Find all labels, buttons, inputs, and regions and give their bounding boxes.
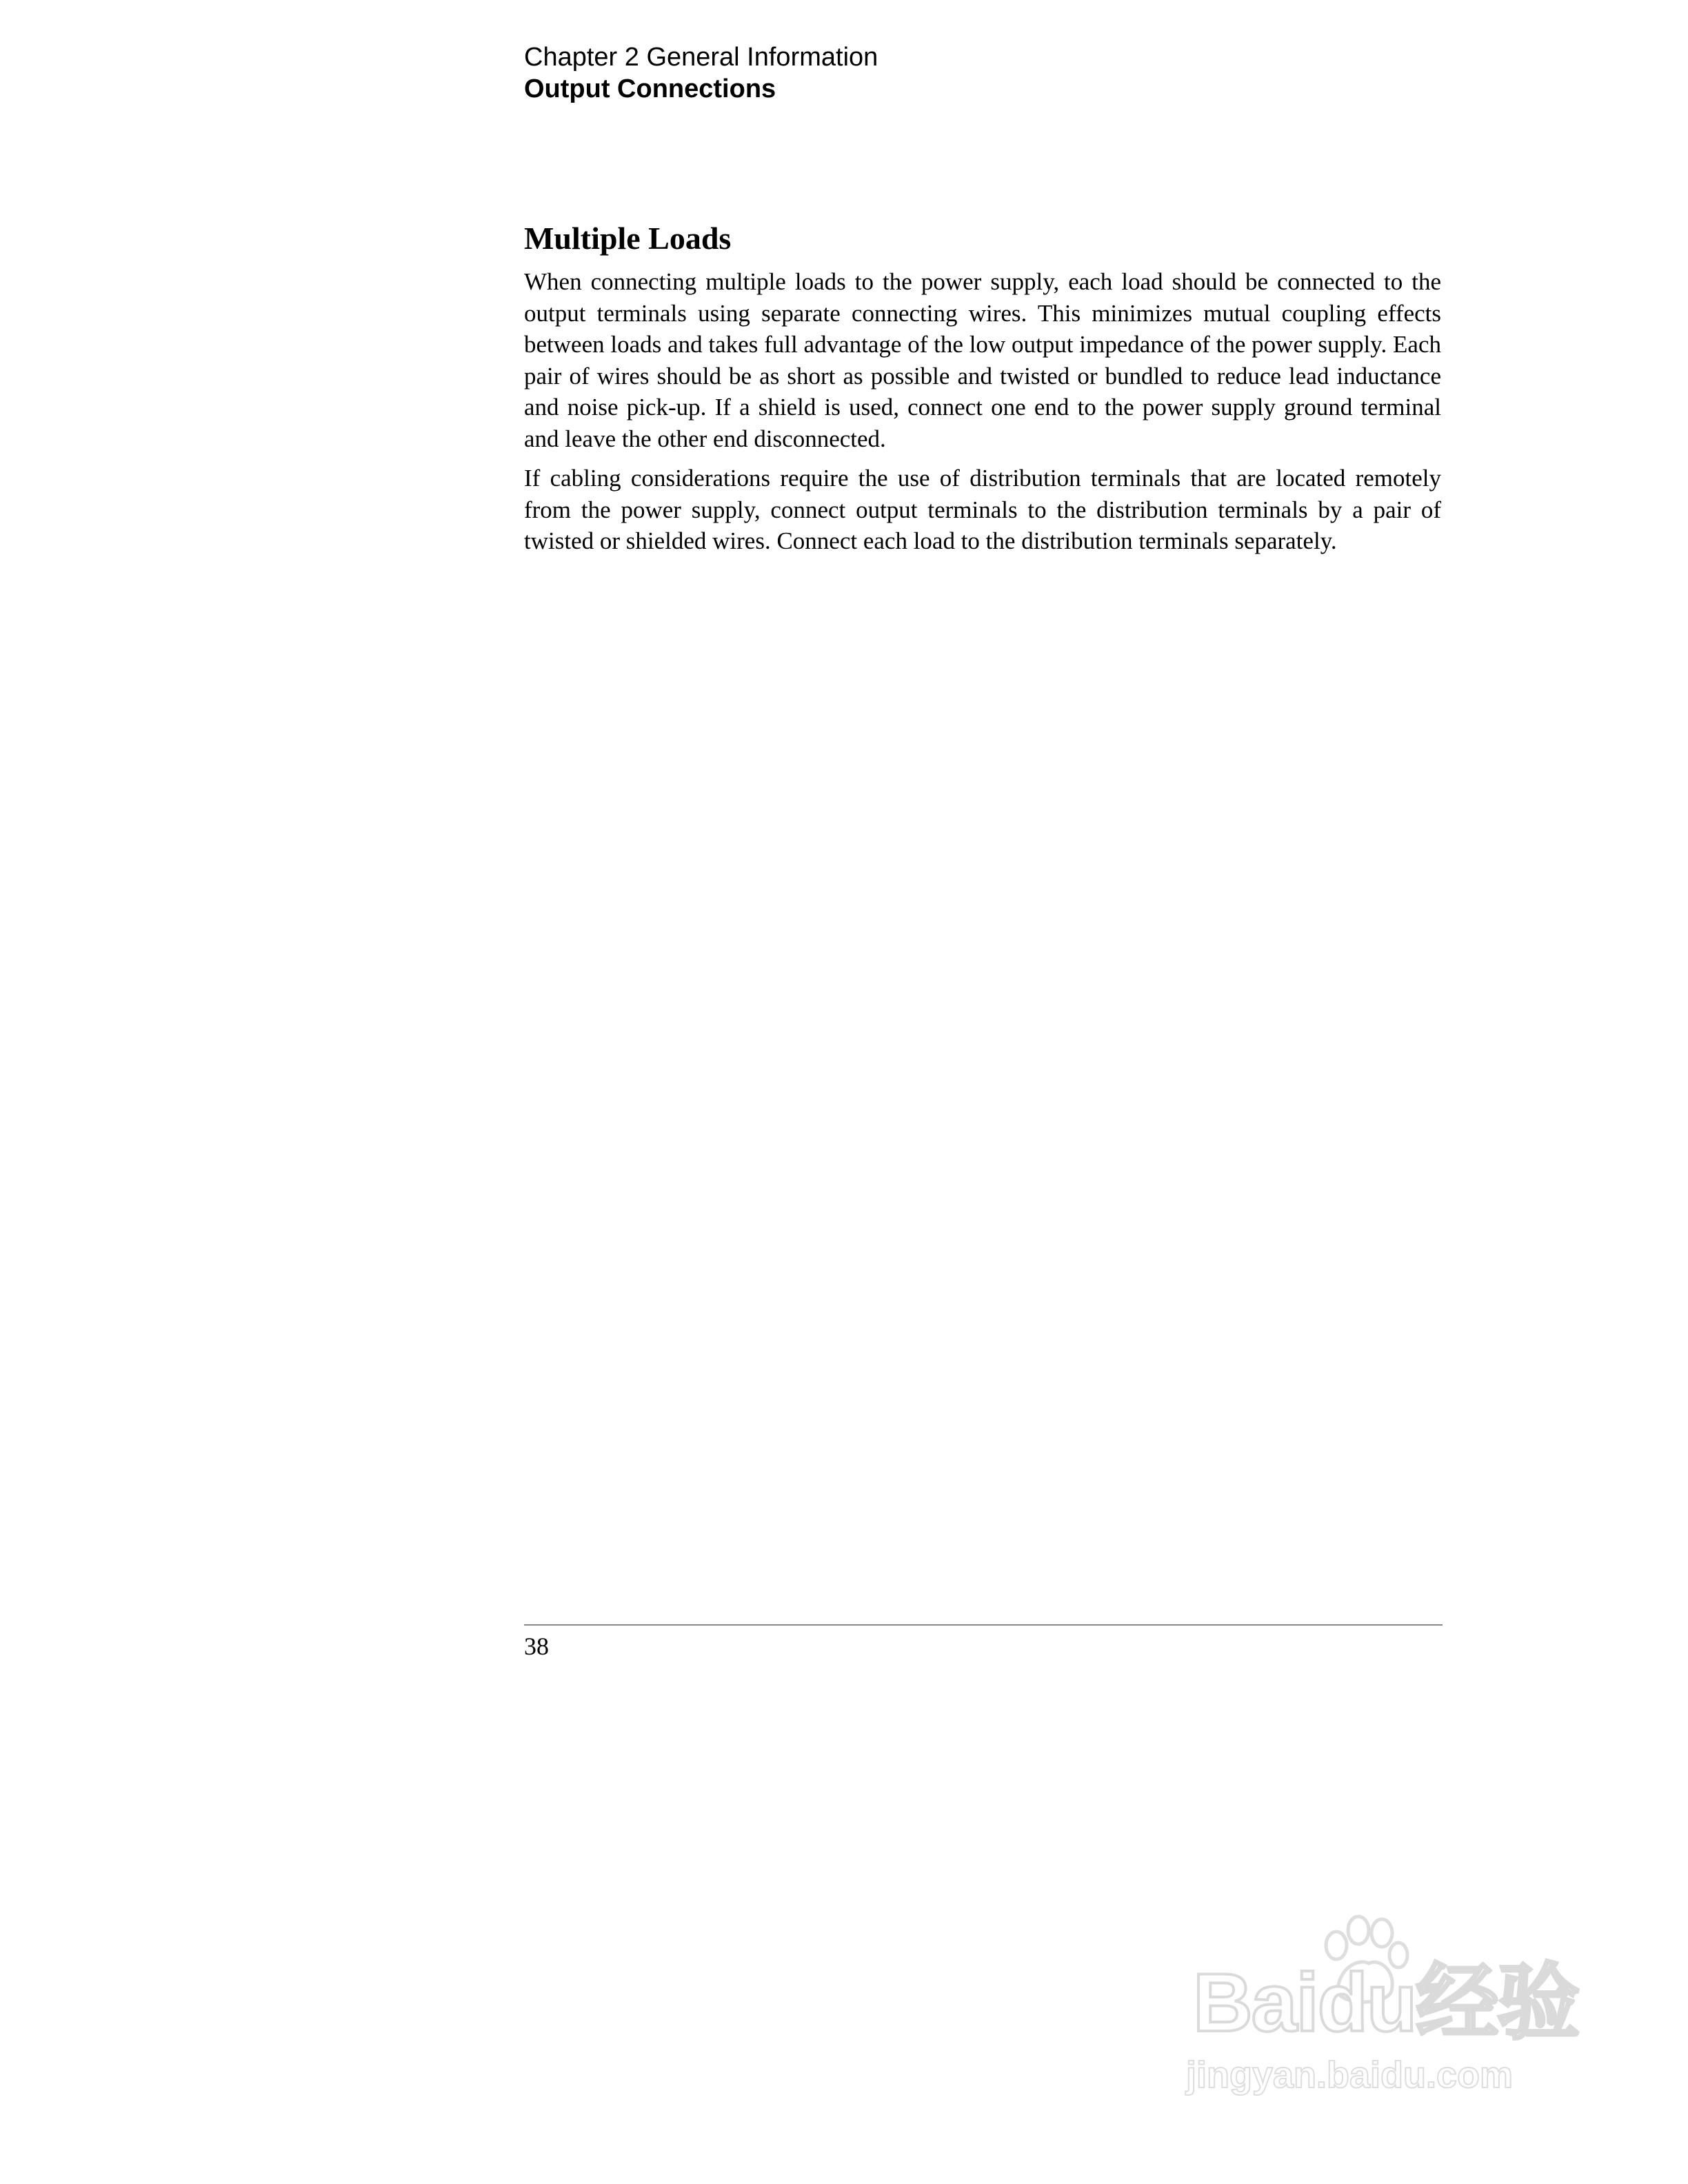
main-content: [524, 218, 1441, 565]
watermark: [1172, 1910, 1586, 2103]
watermark-brand: Baidu经验: [1193, 1957, 1579, 2049]
article-heading: Multiple Loads: [524, 221, 732, 256]
watermark-url: jingyan.baidu.com: [1186, 2054, 1514, 2096]
chapter-title: Chapter 2 General Information: [524, 43, 878, 72]
paragraph: If cabling considerations require the use of distribution terminals that are located remotely from the power supply, connect output terminals to the distribution terminals by a pair of twisted or shielded wires. Connect each load to the distribution terminals separately.: [524, 465, 1441, 554]
running-header: [524, 41, 878, 105]
page-number: 38: [524, 1632, 549, 1660]
section-title: Output Connections: [524, 74, 776, 103]
paragraph: When connecting multiple loads to the power supply, each load should be connected to the output terminals using separate connecting wires. This minimizes mutual coupling effects between loads and takes full advantage of the low output impedance of the power supply. Each pair of wires should be as short as possible and twisted or bundled to reduce lead inductance and noise pick-up. If a shield is used, connect one end to the power supply ground terminal and leave the other end disconnected.: [524, 268, 1441, 452]
footer-divider: [524, 1624, 1443, 1626]
